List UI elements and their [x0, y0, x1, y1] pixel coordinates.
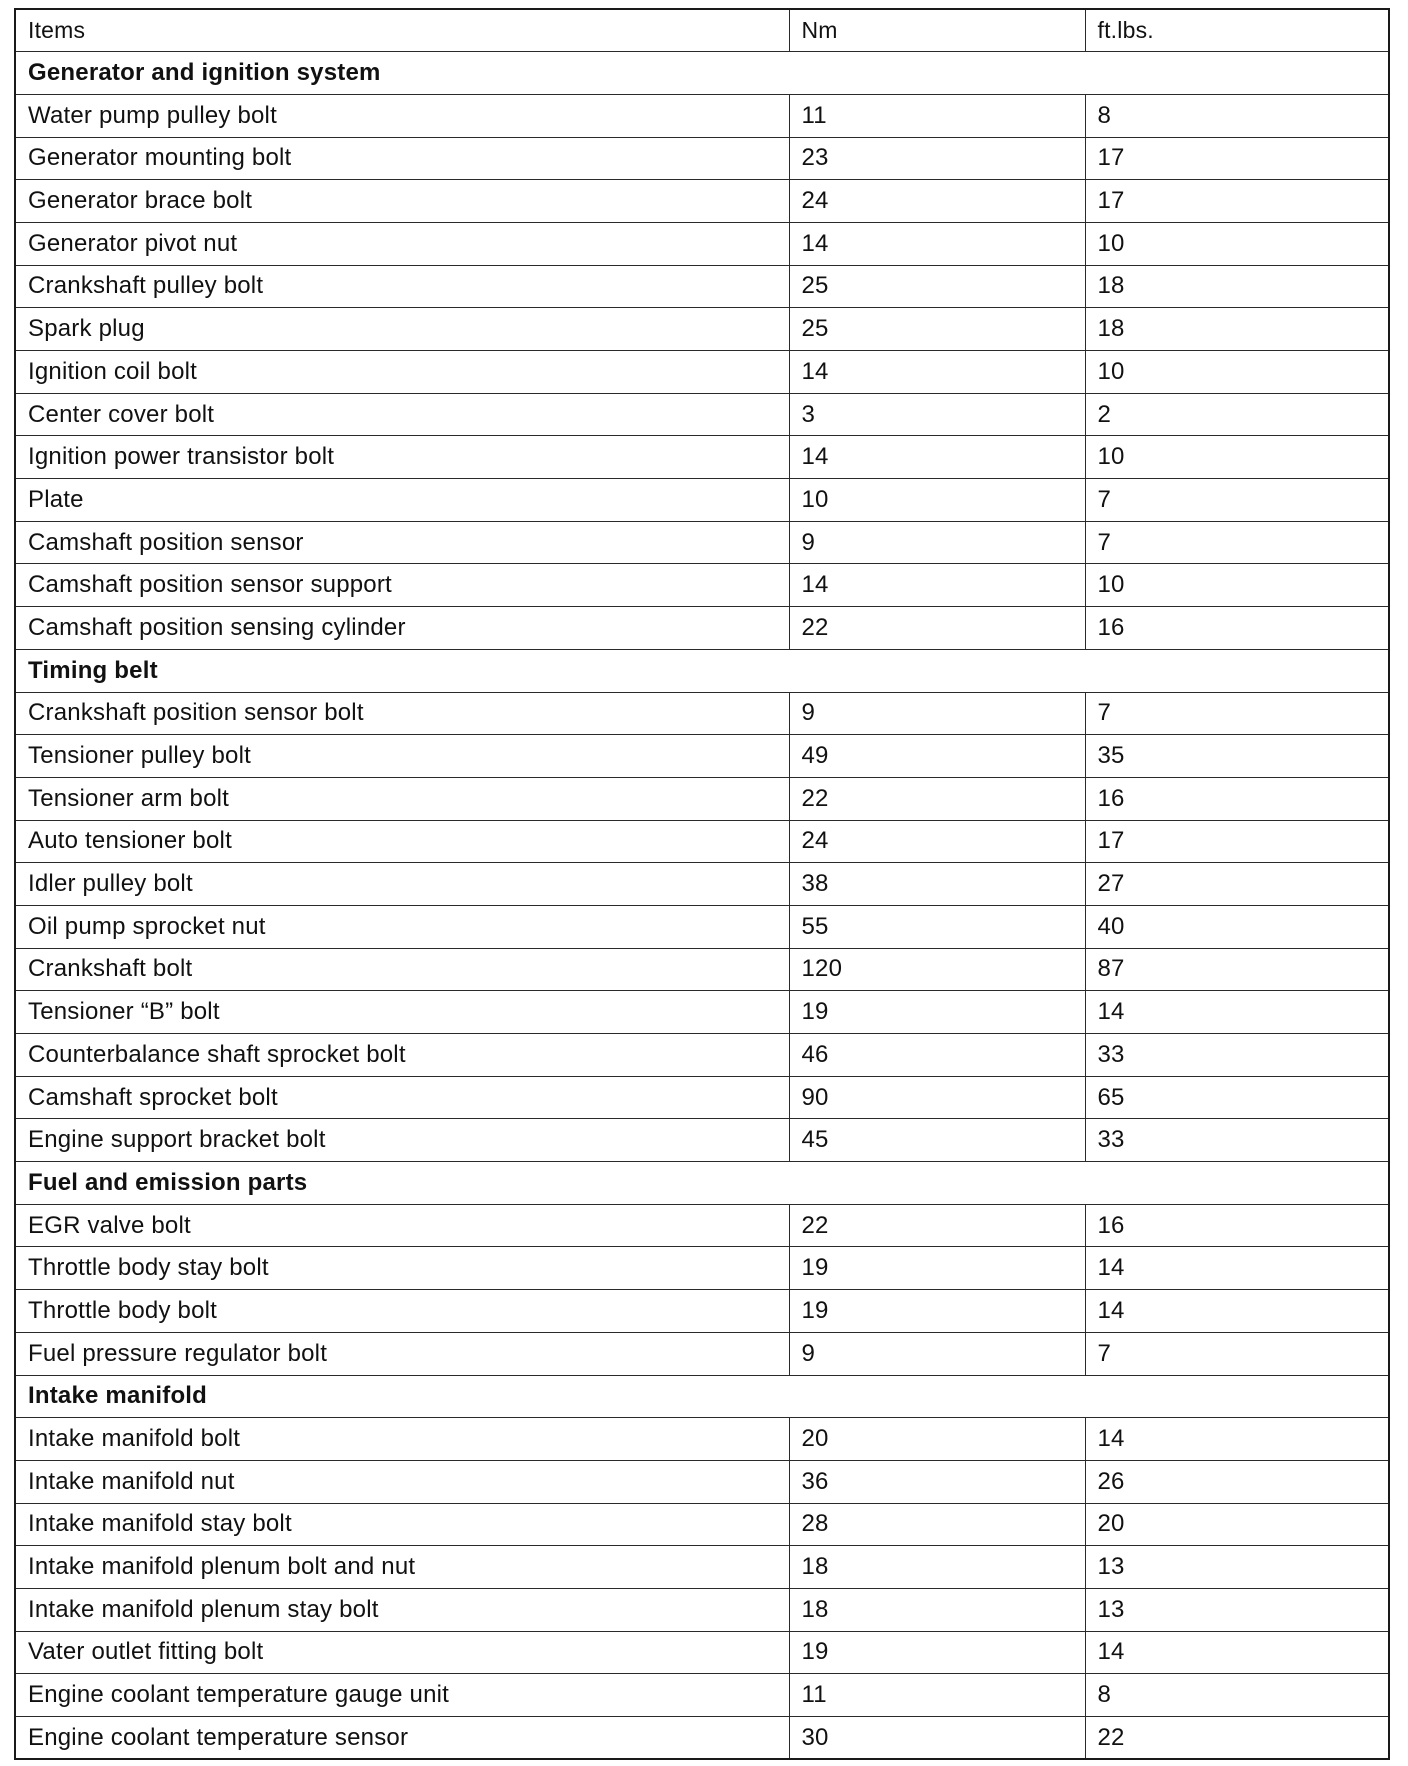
nm-value-cell: 49 [789, 735, 1085, 778]
nm-value-cell: 36 [789, 1460, 1085, 1503]
table-row [15, 393, 1389, 436]
nm-value-cell: 9 [789, 521, 1085, 564]
torque-spec-table [14, 8, 1390, 1760]
table-row [15, 180, 1389, 223]
table-row [15, 436, 1389, 479]
nm-value-cell: 19 [789, 991, 1085, 1034]
ftlbs-value-cell: 7 [1085, 692, 1389, 735]
nm-value-cell: 90 [789, 1076, 1085, 1119]
section-row [15, 649, 1389, 692]
table-row [15, 1076, 1389, 1119]
item-name-cell: Engine coolant temperature sensor [15, 1717, 789, 1760]
table-row [15, 1119, 1389, 1162]
item-name-cell: Crankshaft pulley bolt [15, 265, 789, 308]
table-header-row [15, 9, 1389, 52]
ftlbs-value-cell: 16 [1085, 777, 1389, 820]
nm-value-cell: 24 [789, 180, 1085, 223]
table-body [15, 52, 1389, 1760]
ftlbs-value-cell: 20 [1085, 1503, 1389, 1546]
nm-value-cell: 19 [789, 1290, 1085, 1333]
item-name-cell: Throttle body bolt [15, 1290, 789, 1333]
ftlbs-value-cell: 10 [1085, 351, 1389, 394]
nm-value-cell: 18 [789, 1588, 1085, 1631]
nm-value-cell: 20 [789, 1418, 1085, 1461]
nm-value-cell: 30 [789, 1717, 1085, 1760]
nm-value-cell: 22 [789, 607, 1085, 650]
table-row [15, 308, 1389, 351]
table-row [15, 1247, 1389, 1290]
table-row [15, 735, 1389, 778]
ftlbs-value-cell: 18 [1085, 308, 1389, 351]
table-row [15, 1418, 1389, 1461]
nm-value-cell: 22 [789, 777, 1085, 820]
column-header-items: Items [15, 9, 789, 52]
nm-value-cell: 28 [789, 1503, 1085, 1546]
nm-value-cell: 11 [789, 1674, 1085, 1717]
nm-value-cell: 18 [789, 1546, 1085, 1589]
section-heading: Intake manifold [15, 1375, 1389, 1418]
item-name-cell: Vater outlet fitting bolt [15, 1631, 789, 1674]
item-name-cell: Intake manifold bolt [15, 1418, 789, 1461]
table-row [15, 1034, 1389, 1077]
ftlbs-value-cell: 14 [1085, 1247, 1389, 1290]
nm-value-cell: 10 [789, 479, 1085, 522]
table-row [15, 137, 1389, 180]
table-row [15, 607, 1389, 650]
item-name-cell: Tensioner arm bolt [15, 777, 789, 820]
ftlbs-value-cell: 14 [1085, 1418, 1389, 1461]
ftlbs-value-cell: 65 [1085, 1076, 1389, 1119]
item-name-cell: Crankshaft position sensor bolt [15, 692, 789, 735]
ftlbs-value-cell: 16 [1085, 1204, 1389, 1247]
table-row [15, 948, 1389, 991]
nm-value-cell: 24 [789, 820, 1085, 863]
item-name-cell: Tensioner pulley bolt [15, 735, 789, 778]
ftlbs-value-cell: 33 [1085, 1119, 1389, 1162]
section-heading: Timing belt [15, 649, 1389, 692]
nm-value-cell: 14 [789, 351, 1085, 394]
item-name-cell: Water pump pulley bolt [15, 94, 789, 137]
column-header-ftlbs: ft.lbs. [1085, 9, 1389, 52]
ftlbs-value-cell: 14 [1085, 1290, 1389, 1333]
table-row [15, 1503, 1389, 1546]
ftlbs-value-cell: 14 [1085, 1631, 1389, 1674]
table-row [15, 777, 1389, 820]
ftlbs-value-cell: 18 [1085, 265, 1389, 308]
ftlbs-value-cell: 17 [1085, 820, 1389, 863]
item-name-cell: Crankshaft bolt [15, 948, 789, 991]
ftlbs-value-cell: 35 [1085, 735, 1389, 778]
item-name-cell: Generator brace bolt [15, 180, 789, 223]
ftlbs-value-cell: 2 [1085, 393, 1389, 436]
nm-value-cell: 25 [789, 308, 1085, 351]
ftlbs-value-cell: 16 [1085, 607, 1389, 650]
ftlbs-value-cell: 13 [1085, 1588, 1389, 1631]
item-name-cell: Camshaft sprocket bolt [15, 1076, 789, 1119]
item-name-cell: Generator mounting bolt [15, 137, 789, 180]
nm-value-cell: 22 [789, 1204, 1085, 1247]
table-row [15, 1631, 1389, 1674]
item-name-cell: Idler pulley bolt [15, 863, 789, 906]
ftlbs-value-cell: 7 [1085, 521, 1389, 564]
item-name-cell: Generator pivot nut [15, 222, 789, 265]
nm-value-cell: 45 [789, 1119, 1085, 1162]
item-name-cell: EGR valve bolt [15, 1204, 789, 1247]
nm-value-cell: 11 [789, 94, 1085, 137]
table-row [15, 1290, 1389, 1333]
column-header-nm: Nm [789, 9, 1085, 52]
table-row [15, 1546, 1389, 1589]
ftlbs-value-cell: 10 [1085, 564, 1389, 607]
item-name-cell: Engine support bracket bolt [15, 1119, 789, 1162]
table-row [15, 1332, 1389, 1375]
ftlbs-value-cell: 27 [1085, 863, 1389, 906]
ftlbs-value-cell: 22 [1085, 1717, 1389, 1760]
ftlbs-value-cell: 10 [1085, 436, 1389, 479]
ftlbs-value-cell: 8 [1085, 1674, 1389, 1717]
item-name-cell: Oil pump sprocket nut [15, 905, 789, 948]
table-row [15, 564, 1389, 607]
ftlbs-value-cell: 7 [1085, 479, 1389, 522]
nm-value-cell: 14 [789, 436, 1085, 479]
table-row [15, 479, 1389, 522]
nm-value-cell: 46 [789, 1034, 1085, 1077]
section-row [15, 1375, 1389, 1418]
table-row [15, 863, 1389, 906]
section-row [15, 1162, 1389, 1205]
ftlbs-value-cell: 10 [1085, 222, 1389, 265]
item-name-cell: Center cover bolt [15, 393, 789, 436]
ftlbs-value-cell: 33 [1085, 1034, 1389, 1077]
nm-value-cell: 14 [789, 564, 1085, 607]
table-row [15, 222, 1389, 265]
item-name-cell: Engine coolant temperature gauge unit [15, 1674, 789, 1717]
table-row [15, 521, 1389, 564]
item-name-cell: Auto tensioner bolt [15, 820, 789, 863]
ftlbs-value-cell: 8 [1085, 94, 1389, 137]
ftlbs-value-cell: 87 [1085, 948, 1389, 991]
table-row [15, 1717, 1389, 1760]
ftlbs-value-cell: 17 [1085, 137, 1389, 180]
nm-value-cell: 25 [789, 265, 1085, 308]
item-name-cell: Camshaft position sensor support [15, 564, 789, 607]
item-name-cell: Camshaft position sensor [15, 521, 789, 564]
nm-value-cell: 19 [789, 1247, 1085, 1290]
nm-value-cell: 55 [789, 905, 1085, 948]
table-row [15, 991, 1389, 1034]
item-name-cell: Camshaft position sensing cylinder [15, 607, 789, 650]
nm-value-cell: 3 [789, 393, 1085, 436]
item-name-cell: Plate [15, 479, 789, 522]
item-name-cell: Tensioner “B” bolt [15, 991, 789, 1034]
item-name-cell: Throttle body stay bolt [15, 1247, 789, 1290]
ftlbs-value-cell: 26 [1085, 1460, 1389, 1503]
nm-value-cell: 19 [789, 1631, 1085, 1674]
item-name-cell: Spark plug [15, 308, 789, 351]
table-row [15, 94, 1389, 137]
ftlbs-value-cell: 13 [1085, 1546, 1389, 1589]
nm-value-cell: 9 [789, 1332, 1085, 1375]
item-name-cell: Counterbalance shaft sprocket bolt [15, 1034, 789, 1077]
item-name-cell: Ignition power transistor bolt [15, 436, 789, 479]
nm-value-cell: 9 [789, 692, 1085, 735]
ftlbs-value-cell: 7 [1085, 1332, 1389, 1375]
table-row [15, 1460, 1389, 1503]
table-row [15, 1204, 1389, 1247]
table-row [15, 692, 1389, 735]
table-row [15, 905, 1389, 948]
table-row [15, 265, 1389, 308]
ftlbs-value-cell: 17 [1085, 180, 1389, 223]
section-row [15, 52, 1389, 95]
table-row [15, 1588, 1389, 1631]
nm-value-cell: 120 [789, 948, 1085, 991]
item-name-cell: Intake manifold plenum bolt and nut [15, 1546, 789, 1589]
item-name-cell: Fuel pressure regulator bolt [15, 1332, 789, 1375]
item-name-cell: Intake manifold plenum stay bolt [15, 1588, 789, 1631]
table-row [15, 351, 1389, 394]
nm-value-cell: 23 [789, 137, 1085, 180]
ftlbs-value-cell: 40 [1085, 905, 1389, 948]
torque-spec-sheet [14, 8, 1388, 1760]
table-row [15, 820, 1389, 863]
ftlbs-value-cell: 14 [1085, 991, 1389, 1034]
section-heading: Fuel and emission parts [15, 1162, 1389, 1205]
section-heading: Generator and ignition system [15, 52, 1389, 95]
item-name-cell: Ignition coil bolt [15, 351, 789, 394]
item-name-cell: Intake manifold stay bolt [15, 1503, 789, 1546]
nm-value-cell: 14 [789, 222, 1085, 265]
table-row [15, 1674, 1389, 1717]
nm-value-cell: 38 [789, 863, 1085, 906]
item-name-cell: Intake manifold nut [15, 1460, 789, 1503]
